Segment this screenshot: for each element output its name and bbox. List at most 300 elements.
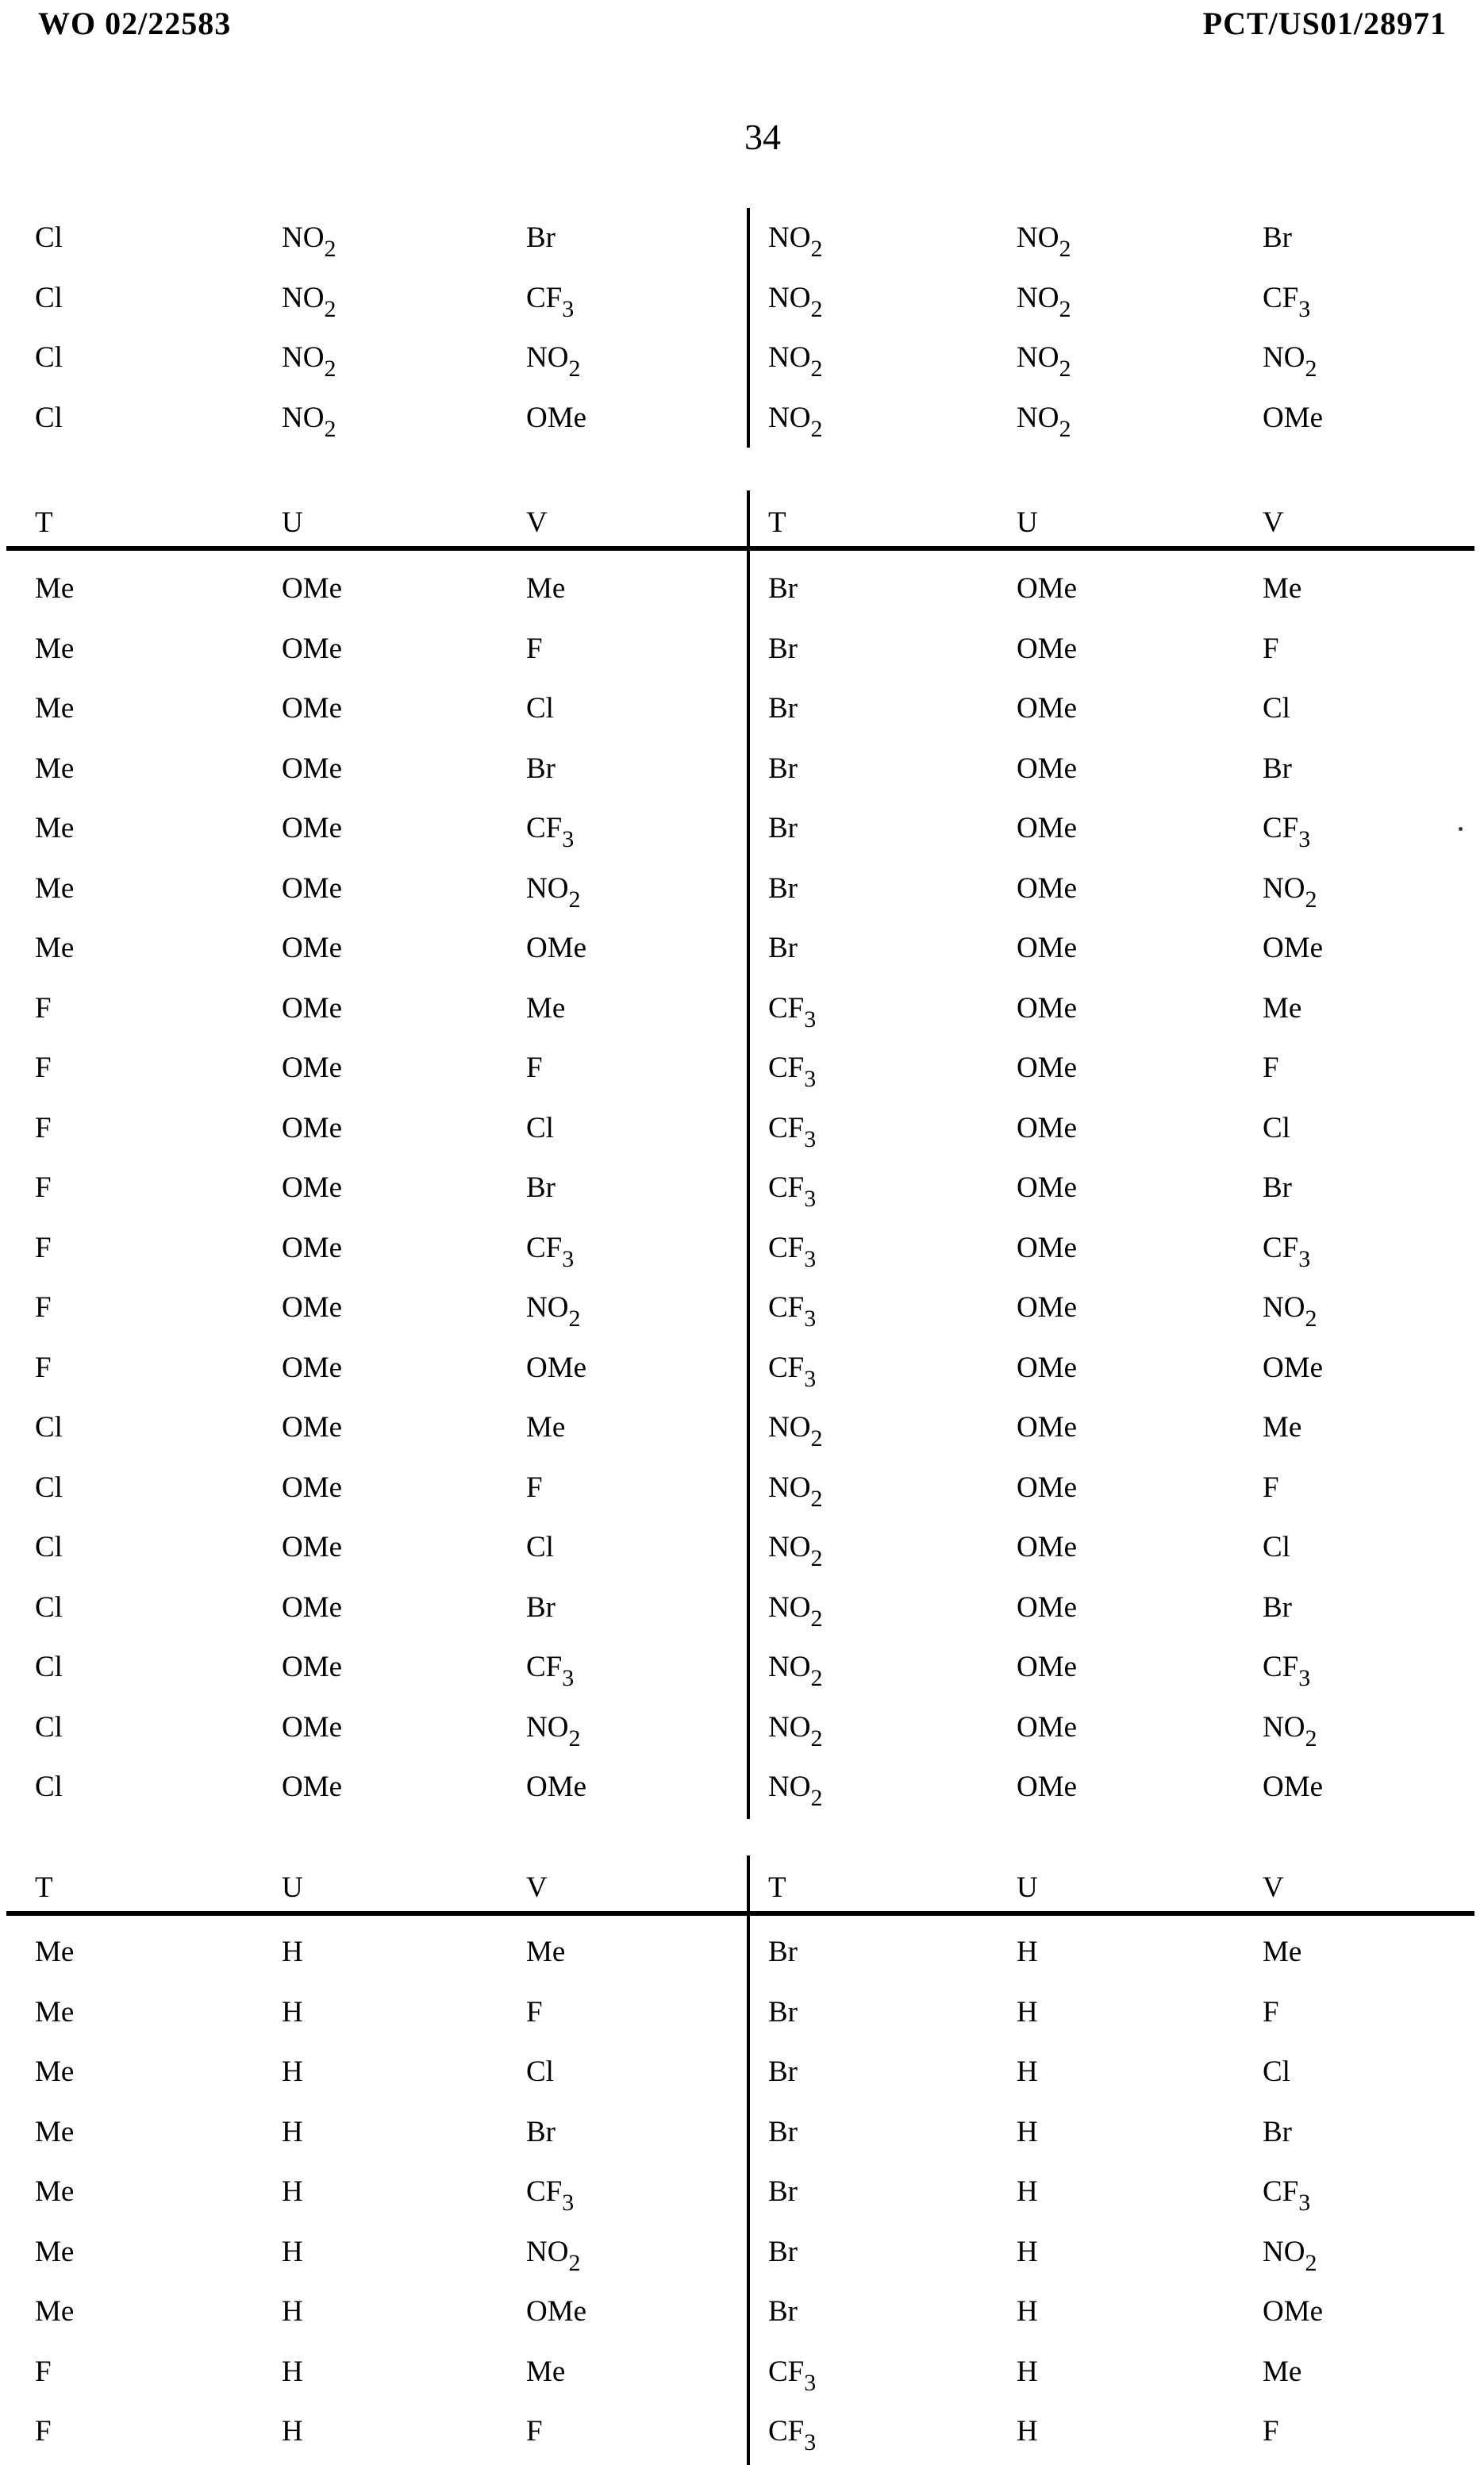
column-header-v: V bbox=[526, 506, 548, 539]
substituent-cell: $NO_2$ bbox=[282, 281, 336, 322]
substituent-cell: F bbox=[1263, 632, 1279, 665]
substituent-cell: $CF_3$ bbox=[768, 991, 817, 1033]
substituent-cell: Me bbox=[1263, 991, 1302, 1025]
substituent-cell: OMe bbox=[282, 1651, 343, 1684]
substituent-cell: F bbox=[526, 1995, 543, 2029]
substituent-cell: F bbox=[35, 1351, 52, 1384]
table-row bbox=[750, 2162, 1484, 2222]
table-row bbox=[750, 1218, 1484, 1279]
table-row bbox=[0, 2102, 742, 2163]
substituent-cell: Br bbox=[1263, 221, 1292, 255]
substituent-cell: OMe bbox=[1017, 752, 1078, 785]
substituent-cell: Cl bbox=[35, 1590, 63, 1624]
substituent-cell: Me bbox=[35, 752, 75, 785]
substituent-cell: H bbox=[282, 2175, 303, 2209]
substituent-cell: Cl bbox=[526, 1531, 554, 1564]
substituent-cell: OMe bbox=[282, 991, 343, 1025]
substituent-cell: $CF_3$ bbox=[768, 1111, 817, 1152]
table-row bbox=[750, 1098, 1484, 1159]
substituent-cell: $NO_2$ bbox=[282, 341, 336, 383]
substituent-cell: OMe bbox=[282, 692, 343, 725]
table-header-row bbox=[0, 1862, 742, 1913]
table-row bbox=[750, 918, 1484, 979]
substituent-cell: OMe bbox=[1017, 991, 1078, 1025]
table-body bbox=[750, 208, 1484, 448]
substituent-cell: $NO_2$ bbox=[1263, 341, 1317, 383]
substituent-cell: Br bbox=[1263, 752, 1292, 785]
substituent-cell: $NO_2$ bbox=[768, 1590, 823, 1632]
table-row bbox=[750, 798, 1484, 859]
substituent-cell: Me bbox=[526, 1936, 566, 1969]
substituent-cell: F bbox=[35, 1291, 52, 1325]
substituent-cell: Me bbox=[35, 1995, 75, 2029]
substituent-cell: $CF_3$ bbox=[768, 1351, 817, 1392]
substituent-cell: Cl bbox=[526, 1111, 554, 1144]
table-row bbox=[0, 798, 742, 859]
substituent-cell: $CF_3$ bbox=[768, 2415, 817, 2456]
substituent-cell: F bbox=[526, 1052, 543, 1085]
table-row bbox=[750, 739, 1484, 799]
substituent-cell: Me bbox=[1263, 1936, 1302, 1969]
substituent-cell: Cl bbox=[35, 281, 63, 314]
substituent-cell: $CF_3$ bbox=[526, 1231, 575, 1272]
substituent-cell: Me bbox=[526, 991, 566, 1025]
substituent-cell: Br bbox=[768, 2115, 798, 2148]
substituent-cell: Br bbox=[768, 1995, 798, 2029]
substituent-cell: F bbox=[526, 2415, 543, 2448]
substituent-cell: $NO_2$ bbox=[526, 1710, 581, 1752]
substituent-cell: F bbox=[1263, 1995, 1279, 2029]
substituent-cell: OMe bbox=[1017, 632, 1078, 665]
substituent-cell: F bbox=[35, 1111, 52, 1144]
substituent-cell: H bbox=[1017, 2355, 1038, 2388]
table-row bbox=[750, 1038, 1484, 1098]
table-header-row bbox=[750, 497, 1484, 548]
substituent-cell: $CF_3$ bbox=[1263, 2175, 1311, 2217]
table-row bbox=[0, 1982, 742, 2043]
substituent-cell: OMe bbox=[282, 1231, 343, 1264]
substituent-cell: Br bbox=[1263, 1171, 1292, 1205]
table-row bbox=[750, 859, 1484, 919]
table-continuation-right-half bbox=[747, 208, 1484, 448]
table-row bbox=[750, 2342, 1484, 2402]
substituent-cell: $CF_3$ bbox=[1263, 1651, 1311, 1692]
substituent-cell: Br bbox=[768, 2175, 798, 2209]
substituent-cell: F bbox=[1263, 1052, 1279, 1085]
table-row bbox=[750, 1458, 1484, 1518]
substituent-cell: OMe bbox=[1017, 1710, 1078, 1744]
substituent-cell: Cl bbox=[35, 221, 63, 255]
table-row bbox=[0, 1458, 742, 1518]
substituent-cell: Me bbox=[35, 2235, 75, 2268]
substituent-cell: Me bbox=[526, 572, 566, 606]
substituent-cell: OMe bbox=[526, 2295, 587, 2328]
table-row bbox=[750, 1158, 1484, 1218]
substituent-cell: H bbox=[1017, 2415, 1038, 2448]
substituent-cell: Cl bbox=[35, 1710, 63, 1744]
substituent-cell: F bbox=[35, 2415, 52, 2448]
substituent-cell: OMe bbox=[1017, 871, 1078, 905]
substituent-cell: OMe bbox=[282, 752, 343, 785]
substituent-cell: OMe bbox=[1263, 401, 1324, 434]
table-ome-left-half bbox=[0, 490, 742, 1819]
table-row bbox=[0, 559, 742, 619]
substituent-cell: F bbox=[1263, 2415, 1279, 2448]
table-body bbox=[750, 559, 1484, 1817]
column-header-v: V bbox=[1263, 506, 1284, 539]
table-row bbox=[0, 1038, 742, 1098]
substituent-cell: Cl bbox=[526, 692, 554, 725]
substituent-cell: H bbox=[282, 1936, 303, 1969]
substituent-cell: Br bbox=[526, 1590, 556, 1624]
column-header-t: T bbox=[768, 1871, 786, 1904]
substituent-cell: Br bbox=[768, 1936, 798, 1969]
table-row bbox=[0, 2042, 742, 2102]
substituent-cell: Cl bbox=[35, 1471, 63, 1504]
substituent-cell: $CF_3$ bbox=[1263, 281, 1311, 322]
substituent-cell: Me bbox=[1263, 1411, 1302, 1444]
table-row bbox=[750, 268, 1484, 329]
table-row bbox=[0, 1278, 742, 1338]
table-row bbox=[750, 388, 1484, 448]
substituent-cell: H bbox=[1017, 2295, 1038, 2328]
substituent-cell: Br bbox=[768, 632, 798, 665]
table-row bbox=[0, 2222, 742, 2282]
substituent-cell: OMe bbox=[282, 1710, 343, 1744]
table-continuation bbox=[0, 208, 1484, 448]
column-header-t: T bbox=[768, 506, 786, 539]
table-h-left-half bbox=[0, 1855, 742, 2465]
substituent-cell: Br bbox=[768, 572, 798, 606]
table-row bbox=[750, 2282, 1484, 2342]
substituent-cell: F bbox=[526, 632, 543, 665]
substituent-cell: Cl bbox=[35, 1771, 63, 1804]
substituent-cell: $CF_3$ bbox=[526, 281, 575, 322]
substituent-cell: Br bbox=[526, 221, 556, 255]
substituent-cell: OMe bbox=[1017, 572, 1078, 606]
table-row bbox=[0, 208, 742, 268]
table-header-row bbox=[0, 497, 742, 548]
substituent-cell: OMe bbox=[526, 401, 587, 434]
table-row bbox=[750, 1982, 1484, 2043]
substituent-cell: OMe bbox=[282, 1531, 343, 1564]
table-body bbox=[750, 1922, 1484, 2462]
table-row bbox=[0, 328, 742, 388]
table-row bbox=[0, 679, 742, 739]
substituent-cell: H bbox=[282, 2235, 303, 2268]
substituent-cell: $NO_2$ bbox=[282, 401, 336, 442]
table-continuation-left-half bbox=[0, 208, 742, 448]
substituent-cell: $NO_2$ bbox=[1263, 871, 1317, 913]
table-header-rule bbox=[6, 546, 1474, 551]
substituent-cell: $NO_2$ bbox=[768, 1651, 823, 1692]
substituent-cell: Cl bbox=[35, 1651, 63, 1684]
substituent-cell: H bbox=[1017, 1995, 1038, 2029]
substituent-cell: H bbox=[282, 2415, 303, 2448]
substituent-cell: Cl bbox=[526, 2055, 554, 2089]
substituent-cell: $CF_3$ bbox=[526, 2175, 575, 2217]
table-row bbox=[0, 1158, 742, 1218]
table-row bbox=[0, 2162, 742, 2222]
table-substituents-h bbox=[0, 1855, 1484, 2465]
substituent-cell: OMe bbox=[282, 1471, 343, 1504]
substituent-cell: $NO_2$ bbox=[768, 1531, 823, 1572]
table-row bbox=[750, 2402, 1484, 2462]
table-row bbox=[750, 1578, 1484, 1638]
table-h-right-half bbox=[747, 1855, 1484, 2465]
substituent-cell: H bbox=[282, 2115, 303, 2148]
substituent-cell: Me bbox=[35, 692, 75, 725]
substituent-cell: $NO_2$ bbox=[768, 1771, 823, 1812]
application-number: PCT/US01/28971 bbox=[1202, 6, 1447, 41]
substituent-cell: Br bbox=[1263, 1590, 1292, 1624]
substituent-cell: OMe bbox=[526, 1771, 587, 1804]
substituent-cell: OMe bbox=[1017, 1291, 1078, 1325]
substituent-cell: Br bbox=[526, 2115, 556, 2148]
table-row bbox=[0, 2342, 742, 2402]
substituent-cell: OMe bbox=[282, 1771, 343, 1804]
substituent-cell: OMe bbox=[1263, 2295, 1324, 2328]
table-row bbox=[0, 979, 742, 1039]
substituent-cell: $CF_3$ bbox=[768, 1291, 817, 1332]
substituent-cell: H bbox=[1017, 1936, 1038, 1969]
substituent-cell: $NO_2$ bbox=[526, 1291, 581, 1332]
column-header-v: V bbox=[1263, 1871, 1284, 1904]
substituent-cell: OMe bbox=[1017, 1171, 1078, 1205]
substituent-cell: Br bbox=[768, 871, 798, 905]
substituent-cell: Cl bbox=[35, 1531, 63, 1564]
substituent-cell: H bbox=[282, 1995, 303, 2029]
substituent-cell: $NO_2$ bbox=[1017, 341, 1071, 383]
substituent-cell: Cl bbox=[35, 401, 63, 434]
table-row bbox=[750, 1398, 1484, 1458]
substituent-cell: $NO_2$ bbox=[768, 341, 823, 383]
substituent-cell: $NO_2$ bbox=[768, 1471, 823, 1512]
substituent-cell: F bbox=[1263, 1471, 1279, 1504]
table-row bbox=[0, 1218, 742, 1279]
substituent-cell: $CF_3$ bbox=[768, 2355, 817, 2396]
table-row bbox=[0, 1517, 742, 1578]
substituent-cell: F bbox=[35, 1231, 52, 1264]
substituent-cell: $CF_3$ bbox=[526, 812, 575, 853]
column-header-u: U bbox=[1017, 506, 1038, 539]
substituent-cell: Cl bbox=[1263, 2055, 1290, 2089]
table-row bbox=[750, 2222, 1484, 2282]
substituent-cell: OMe bbox=[1017, 1771, 1078, 1804]
substituent-cell: OMe bbox=[1017, 1531, 1078, 1564]
table-row bbox=[0, 1637, 742, 1698]
substituent-cell: Cl bbox=[35, 341, 63, 375]
substituent-cell: F bbox=[35, 991, 52, 1025]
substituent-cell: OMe bbox=[1017, 1231, 1078, 1264]
substituent-cell: H bbox=[1017, 2115, 1038, 2148]
substituent-cell: H bbox=[1017, 2055, 1038, 2089]
substituent-cell: $CF_3$ bbox=[1263, 1231, 1311, 1272]
substituent-cell: OMe bbox=[282, 572, 343, 606]
table-row bbox=[750, 1698, 1484, 1758]
table-row bbox=[0, 1757, 742, 1817]
table-row bbox=[750, 619, 1484, 679]
table-row bbox=[0, 2282, 742, 2342]
substituent-cell: $NO_2$ bbox=[1263, 1291, 1317, 1332]
substituent-cell: $NO_2$ bbox=[768, 1710, 823, 1752]
substituent-cell: OMe bbox=[1017, 932, 1078, 965]
substituent-cell: OMe bbox=[1017, 1471, 1078, 1504]
substituent-cell: Br bbox=[526, 1171, 556, 1205]
publication-number: WO 02/22583 bbox=[38, 6, 232, 41]
column-header-u: U bbox=[282, 1871, 303, 1904]
substituent-cell: OMe bbox=[526, 1351, 587, 1384]
substituent-cell: OMe bbox=[282, 632, 343, 665]
table-body bbox=[0, 1922, 742, 2462]
substituent-cell: $NO_2$ bbox=[1017, 401, 1071, 442]
substituent-cell: OMe bbox=[526, 932, 587, 965]
table-row bbox=[0, 388, 742, 448]
table-row bbox=[750, 2042, 1484, 2102]
substituent-cell: Cl bbox=[1263, 1111, 1290, 1144]
substituent-cell: OMe bbox=[282, 1171, 343, 1205]
substituent-cell: $NO_2$ bbox=[768, 281, 823, 322]
table-row bbox=[750, 979, 1484, 1039]
table-row bbox=[0, 2402, 742, 2462]
substituent-cell: OMe bbox=[282, 871, 343, 905]
substituent-cell: Me bbox=[526, 1411, 566, 1444]
substituent-cell: $CF_3$ bbox=[1263, 812, 1311, 853]
table-body bbox=[0, 559, 742, 1817]
table-row bbox=[0, 859, 742, 919]
substituent-cell: Me bbox=[35, 2175, 75, 2209]
substituent-cell: OMe bbox=[282, 1052, 343, 1085]
table-ome-right-half bbox=[747, 490, 1484, 1819]
column-header-u: U bbox=[1017, 1871, 1038, 1904]
table-row bbox=[750, 208, 1484, 268]
substituent-cell: H bbox=[1017, 2235, 1038, 2268]
table-row bbox=[0, 739, 742, 799]
column-header-u: U bbox=[282, 506, 303, 539]
substituent-cell: OMe bbox=[1017, 1111, 1078, 1144]
table-row bbox=[0, 1338, 742, 1398]
substituent-cell: H bbox=[282, 2355, 303, 2388]
substituent-cell: OMe bbox=[282, 1111, 343, 1144]
substituent-cell: $NO_2$ bbox=[282, 221, 336, 263]
substituent-cell: Cl bbox=[1263, 1531, 1290, 1564]
substituent-cell: $NO_2$ bbox=[526, 2235, 581, 2276]
table-row bbox=[0, 619, 742, 679]
substituent-cell: Me bbox=[35, 2295, 75, 2328]
substituent-cell: F bbox=[35, 1171, 52, 1205]
substituent-cell: $NO_2$ bbox=[1263, 2235, 1317, 2276]
substituent-cell: $NO_2$ bbox=[526, 871, 581, 913]
substituent-cell: Br bbox=[1263, 2115, 1292, 2148]
substituent-cell: $NO_2$ bbox=[1263, 1710, 1317, 1752]
table-row bbox=[750, 1922, 1484, 1982]
substituent-cell: Br bbox=[768, 752, 798, 785]
table-row bbox=[0, 1698, 742, 1758]
substituent-cell: $CF_3$ bbox=[768, 1052, 817, 1093]
table-row bbox=[750, 328, 1484, 388]
substituent-cell: $NO_2$ bbox=[526, 341, 581, 383]
table-row bbox=[0, 268, 742, 329]
substituent-cell: OMe bbox=[1017, 1351, 1078, 1384]
substituent-cell: Cl bbox=[1263, 692, 1290, 725]
table-header-rule bbox=[6, 1911, 1474, 1916]
substituent-cell: H bbox=[282, 2295, 303, 2328]
table-row bbox=[750, 1637, 1484, 1698]
substituent-cell: $CF_3$ bbox=[768, 1171, 817, 1213]
substituent-cell: OMe bbox=[282, 932, 343, 965]
substituent-cell: F bbox=[35, 2355, 52, 2388]
table-row bbox=[0, 918, 742, 979]
substituent-cell: OMe bbox=[282, 1590, 343, 1624]
substituent-cell: Br bbox=[526, 752, 556, 785]
column-header-t: T bbox=[35, 506, 53, 539]
substituent-cell: OMe bbox=[1263, 932, 1324, 965]
substituent-cell: Me bbox=[35, 812, 75, 845]
substituent-cell: H bbox=[1017, 2175, 1038, 2209]
substituent-cell: OMe bbox=[282, 1411, 343, 1444]
column-header-v: V bbox=[526, 1871, 548, 1904]
substituent-cell: OMe bbox=[1263, 1771, 1324, 1804]
table-row bbox=[750, 679, 1484, 739]
substituent-cell: $CF_3$ bbox=[526, 1651, 575, 1692]
table-row bbox=[0, 1098, 742, 1159]
table-body bbox=[0, 208, 742, 448]
table-row bbox=[0, 1922, 742, 1982]
table-row bbox=[750, 2102, 1484, 2163]
substituent-cell: $CF_3$ bbox=[768, 1231, 817, 1272]
substituent-cell: Br bbox=[768, 812, 798, 845]
table-row bbox=[750, 1338, 1484, 1398]
substituent-cell: OMe bbox=[1017, 1411, 1078, 1444]
substituent-cell: OMe bbox=[1017, 1651, 1078, 1684]
table-row bbox=[0, 1578, 742, 1638]
table-row bbox=[750, 1278, 1484, 1338]
substituent-cell: Br bbox=[768, 2235, 798, 2268]
substituent-cell: Me bbox=[35, 871, 75, 905]
substituent-cell: Me bbox=[526, 2355, 566, 2388]
table-row bbox=[750, 1517, 1484, 1578]
substituent-cell: $NO_2$ bbox=[1017, 221, 1071, 263]
substituent-cell: Br bbox=[768, 2055, 798, 2089]
table-row bbox=[0, 1398, 742, 1458]
substituent-cell: OMe bbox=[282, 1291, 343, 1325]
substituent-cell: Me bbox=[35, 2055, 75, 2089]
substituent-cell: $NO_2$ bbox=[768, 1411, 823, 1452]
table-substituents-ome bbox=[0, 490, 1484, 1819]
table-header-row bbox=[750, 1862, 1484, 1913]
substituent-cell: Me bbox=[1263, 572, 1302, 606]
substituent-cell: OMe bbox=[1017, 692, 1078, 725]
substituent-cell: OMe bbox=[1263, 1351, 1324, 1384]
substituent-cell: Br bbox=[768, 692, 798, 725]
column-header-t: T bbox=[35, 1871, 53, 1904]
substituent-cell: OMe bbox=[1017, 1590, 1078, 1624]
substituent-cell: Me bbox=[35, 572, 75, 606]
substituent-cell: Br bbox=[768, 2295, 798, 2328]
scan-speck bbox=[1459, 827, 1463, 831]
substituent-cell: $NO_2$ bbox=[1017, 281, 1071, 322]
substituent-cell: $NO_2$ bbox=[768, 401, 823, 442]
substituent-cell: Br bbox=[768, 932, 798, 965]
substituent-cell: H bbox=[282, 2055, 303, 2089]
table-row bbox=[750, 559, 1484, 619]
substituent-cell: F bbox=[35, 1052, 52, 1085]
page-number: 34 bbox=[744, 117, 781, 157]
substituent-cell: OMe bbox=[1017, 812, 1078, 845]
substituent-cell: Me bbox=[35, 1936, 75, 1969]
substituent-cell: Me bbox=[1263, 2355, 1302, 2388]
table-row bbox=[750, 1757, 1484, 1817]
